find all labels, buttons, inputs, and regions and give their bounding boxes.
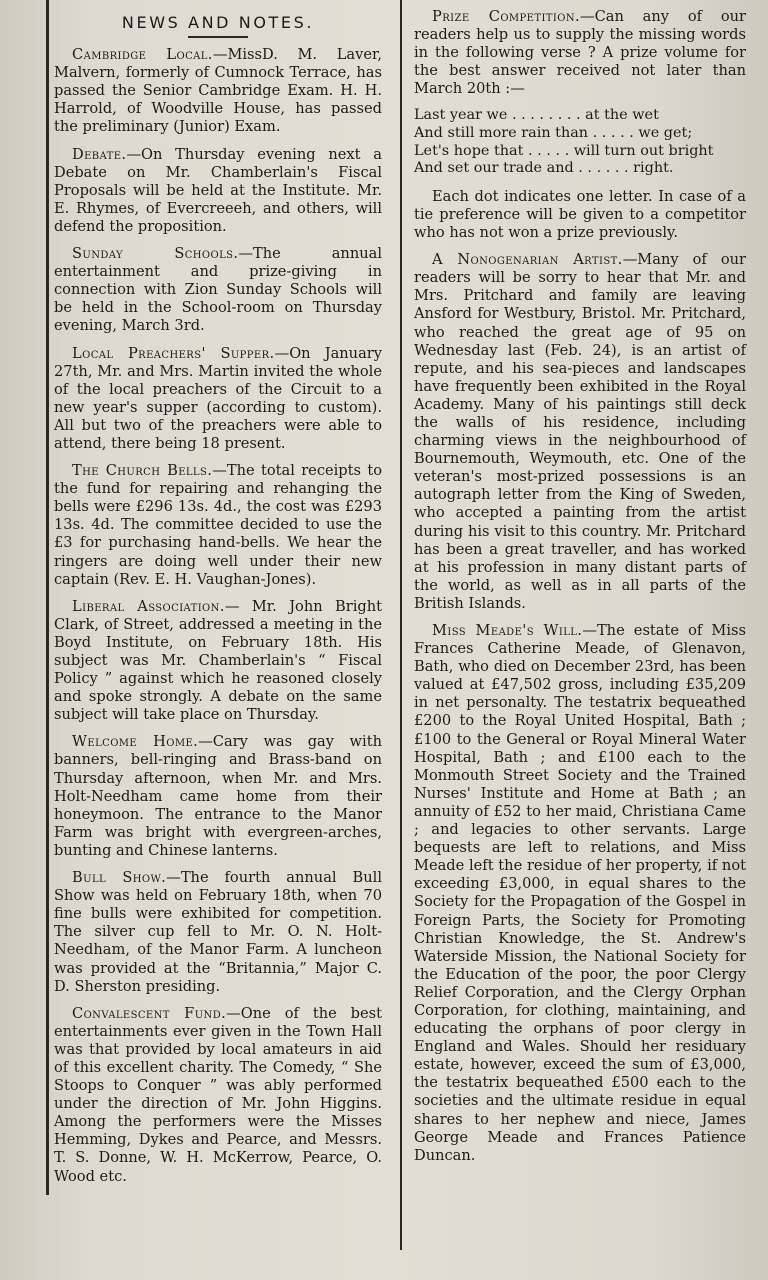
verse-line: And set our trade and . . . . . . right. (414, 160, 674, 177)
item-sunday-schools (54, 245, 382, 335)
item-lead: Sunday Schools. (72, 245, 239, 263)
page-title: NEWS AND NOTES. (121, 13, 315, 32)
item-lead: Liberal Association. (72, 597, 225, 615)
verse-line: And still more rain than . . . . . we get; (414, 125, 693, 142)
title-underline (188, 36, 248, 38)
item-liberal-association (54, 598, 382, 725)
verse-line: Let's hope that . . . . . will turn out bright (414, 142, 714, 159)
item-body: —MissD. M. Laver, Malvern, formerly of Cumnock Terrace, has passed the Senior Cambridge Exam. H. H. Harrold, of Woodville House, has passed the preliminary (Junior) Exam. (54, 46, 382, 136)
item-lead: Local Preachers' Supper. (72, 344, 275, 362)
item-lead: A Nonogenarian Artist. (432, 251, 623, 269)
item-body: —The annual entertainment and prize-giving in connection with Zion Sunday Schools will be held in the School-room on Thursday evening, March 3rd. (54, 245, 382, 335)
item-welcome-home (54, 733, 382, 860)
item-lead: Convalescent Fund. (72, 1004, 227, 1022)
item-lead: Miss Meade's Will. (432, 622, 583, 639)
item-body: —The estate of Miss Frances Catherine Meade, of Glenavon, Bath, who died on December 23rd, has been valued at £47,502 gross, including £35,209 in net personalty. The testatrix bequeathed £200 to the Royal United Hospital, Bath ; £100 to the General or Royal Mineral Water Hospital, Bath ; and £100 each to the Monmouth Street Society and the Trained Nurses' Institute and Home at Bath ; an annuity of £52 to her maid, Christiana Came ; and legacies to other servants. Large bequests are left to relations, and Miss Meade left the residue of her property, if not exceeding £3,000, in equal shares to the Society for the Propagation of the Gospel in Foreign Parts, the Society for Promoting Christian Knowledge, the St. Andrew's Waterside Mission, the National Society for the Education of the poor, the poor Clergy Relief Corporation, and the Clergy Orphan Corporation, for clothing, maintaining, and educating the orphans of poor clergy in England and Wales. Should her residuary estate, however, exceed the sum of £3,000, the testatrix bequeathed £500 each to the societies and the ultimate residue in equal shares to her nephew and niece, James George Meade and Frances Patience Duncan. (414, 622, 746, 1164)
item-body: —Cary was gay with banners, bell-ringing and Brass-band on Thursday afternoon, when Mr. and Mrs. Holt-Needham came home from their honeymoon. The entrance to the Manor Farm was bright with evergreen-arches, bunting and Chinese lanterns. (54, 733, 382, 859)
item-lead: Cambridge Local. (72, 46, 213, 64)
item-body: —On Thursday evening next a Debate on Mr. Chamberlain's Fiscal Proposals will be held at the Institute. Mr. E. Rhymes, of Evercreeeh, and others, will defend the proposition. (54, 145, 382, 235)
right-column (414, 8, 746, 1174)
verse-line: Last year we . . . . . . . . at the wet (414, 107, 659, 124)
item-body: —One of the best entertainments ever given in the Town Hall was that provided by local amateurs in aid of this excellent charity. The Comedy, “ She Stoops to Conquer ” was ably performed under the direction of Mr. John Higgins. Among the performers were the Misses Hemming, Dykes and Pearce, and Messrs. T. S. Donne, W. H. McKerrow, Pearce, O. Wood etc. (54, 1004, 383, 1185)
prize-note: Each dot indicates one letter. In case of a tie preference will be given to a competitor who has not won a prize previously. (414, 187, 746, 242)
item-body: —On January 27th, Mr. and Mrs. Martin invited the whole of the local preachers of the Circuit to a new year's supper (according to custom). All but two of the preachers were able to attend, there being 18 present. (54, 344, 382, 452)
item-nonogenarian-artist (414, 251, 746, 613)
item-body: — Mr. John Bright Clark, of Street, addressed a meeting in the Boyd Institute, on February 18th. His subject was Mr. Chamberlain's “ Fiscal Policy ” against which he reasoned closely and spoke strongly. A debate on the same subject will take place on Thursday. (54, 597, 383, 724)
item-debate (54, 146, 382, 236)
item-lead: Welcome Home. (72, 733, 199, 751)
item-church-bells (54, 462, 382, 589)
left-column (54, 8, 382, 1195)
item-prize-competition (414, 8, 746, 98)
left-margin-rule (46, 0, 49, 1195)
item-body: —The total receipts to the fund for repairing and rehanging the bells were £296 13s. 4d., the cost was £293 13s. 4d. The committee decided to use the £3 for purchasing hand-bells. We hear the ringers are doing well under their new captain (Rev. E. H. Vaughan-Jones). (54, 462, 382, 588)
competition-verse (414, 107, 746, 177)
item-convalescent-fund (54, 1005, 382, 1186)
item-lead: Prize Competition. (432, 8, 581, 25)
item-body: —Can any of our readers help us to supply the missing words in the following verse ? A prize volume for the best answer received not later than March 20th :— (414, 8, 746, 98)
item-lead: The Church Bells. (72, 462, 213, 480)
item-body: —Many of our readers will be sorry to hear that Mr. and Mrs. Pritchard and family are leaving Ansford for Westbury, Bristol. Mr. Pritchard, who reached the great age of 95 on Wednesday last (Feb. 24), is an artist of repute, and his sea-pieces and landscapes have frequently been exhibited in the Royal Academy. Many of his paintings still deck the walls of his residence, including charming views in the neighbourhood of Bournemouth, Weymouth, etc. One of the veteran's most-prized possessions is an autograph letter from the King of Sweden, who accepted a painting from the artist during his visit to this country. Mr. Pritchard has been a great traveller, and has worked at his profession in many distant parts of the world, as well as in all parts of the British Islands. (414, 251, 746, 612)
item-cambridge-local (54, 46, 382, 136)
item-lead: Debate. (72, 145, 127, 163)
item-miss-meades-will (414, 622, 746, 1165)
item-body: —The fourth annual Bull Show was held on February 18th, when 70 fine bulls were exhibited for competition. The silver cup fell to Mr. O. N. Holt-Needham, of the Manor Farm. A luncheon was provided at the “Britannia,” Major C. D. Sherston presiding. (54, 869, 382, 995)
column-divider (400, 0, 402, 1250)
item-bull-show (54, 869, 382, 996)
item-local-preachers-supper (54, 345, 382, 454)
item-lead: Bull Show. (72, 869, 167, 887)
